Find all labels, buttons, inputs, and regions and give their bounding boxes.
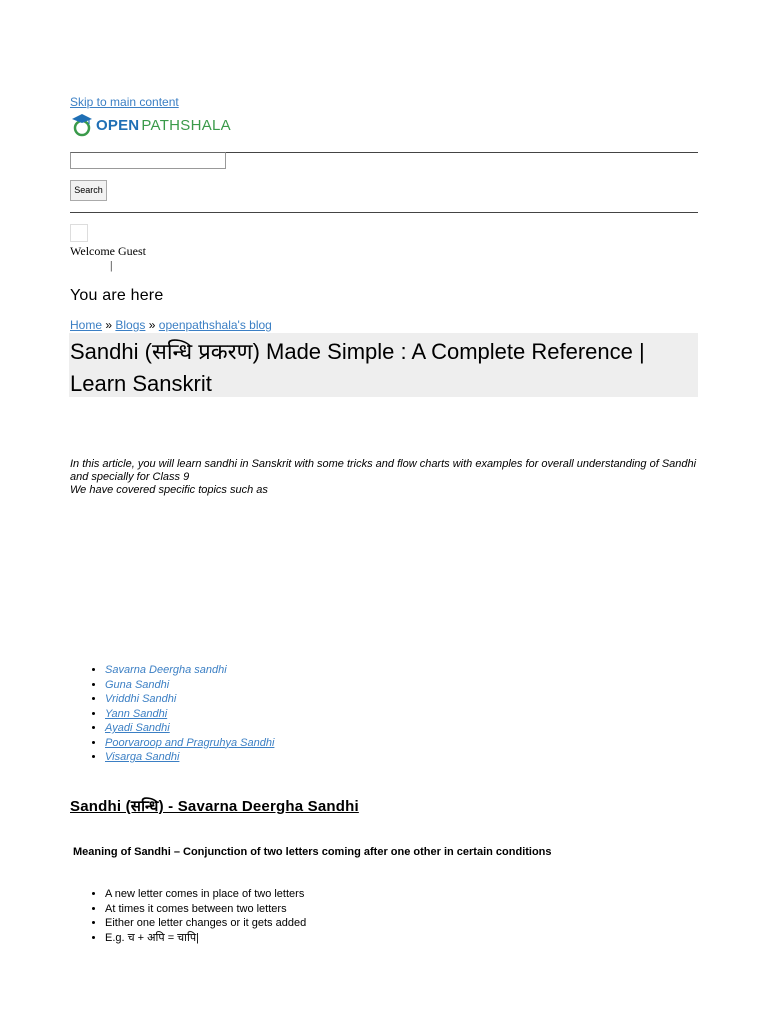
page-title: Sandhi (सन्धि प्रकरण) Made Simple : A Complete Reference | Learn Sanskrit xyxy=(70,339,645,396)
site-logo[interactable] xyxy=(70,112,231,138)
breadcrumb-blogs-link[interactable]: Blogs xyxy=(115,318,146,332)
user-menu-separator: | xyxy=(110,258,113,272)
search-input[interactable] xyxy=(70,152,226,169)
skip-to-main-content-link[interactable]: Skip to main content xyxy=(70,95,179,109)
breadcrumb-blog-owner-link[interactable]: openpathshala's blog xyxy=(158,318,272,332)
list-item: • A new letter comes in place of two letters xyxy=(105,887,306,902)
topic-link-visarga[interactable]: Visarga Sandhi xyxy=(105,751,180,763)
section-heading: Sandhi (सन्धि) - Savarna Deergha Sandhi xyxy=(70,798,359,815)
sandhi-meaning: Meaning of Sandhi – Conjunction of two letters coming after one other in certain conditions xyxy=(73,846,552,858)
list-item xyxy=(105,750,274,765)
topic-link-poorvaroop-pragruhya[interactable]: Poorvaroop and Pragruhya Sandhi xyxy=(105,736,275,749)
graduation-cap-globe-icon xyxy=(70,113,94,137)
list-item xyxy=(105,707,274,722)
breadcrumb-separator: » xyxy=(148,318,156,332)
list-item xyxy=(105,678,274,693)
search-button[interactable]: Search xyxy=(70,180,107,201)
user-avatar-icon xyxy=(70,224,88,242)
welcome-text: Welcome Guest xyxy=(70,244,147,258)
article-intro xyxy=(70,458,698,497)
breadcrumb xyxy=(70,318,272,332)
list-item xyxy=(105,736,274,751)
logo-text-pathshala: PATHSHALA xyxy=(141,116,231,134)
list-item: • At times it comes between two letters xyxy=(105,902,306,917)
breadcrumb-home-link[interactable]: Home xyxy=(70,318,103,332)
topic-link-vriddhi[interactable]: Vriddhi Sandhi xyxy=(105,693,177,705)
topic-link-yann[interactable]: Yann Sandhi xyxy=(105,707,168,720)
topic-link-ayadi[interactable]: Ayadi Sandhi xyxy=(105,722,170,734)
breadcrumb-separator: » xyxy=(105,318,113,332)
intro-paragraph: In this article, you will learn sandhi in Sanskrit with some tricks and flow charts with examples for overall understanding of Sandhi and specially for Class 9 xyxy=(70,458,697,483)
breadcrumb-heading: You are here xyxy=(70,287,164,304)
sandhi-points-list xyxy=(70,887,306,945)
list-item: • E.g. च + अपि = चापि| xyxy=(105,931,306,946)
list-item xyxy=(105,692,274,707)
intro-topics-lead: We have covered specific topics such as xyxy=(70,484,268,496)
list-item: • Either one letter changes or it gets added xyxy=(105,916,306,931)
list-item xyxy=(105,663,274,678)
header-divider-bottom xyxy=(70,212,698,213)
list-item xyxy=(105,721,274,736)
topic-link-savarna-deergha[interactable]: Savarna Deergha sandhi xyxy=(105,664,227,676)
topics-list xyxy=(70,663,274,765)
logo-text-open: OPEN xyxy=(96,116,140,134)
topic-link-guna[interactable]: Guna Sandhi xyxy=(105,678,170,691)
